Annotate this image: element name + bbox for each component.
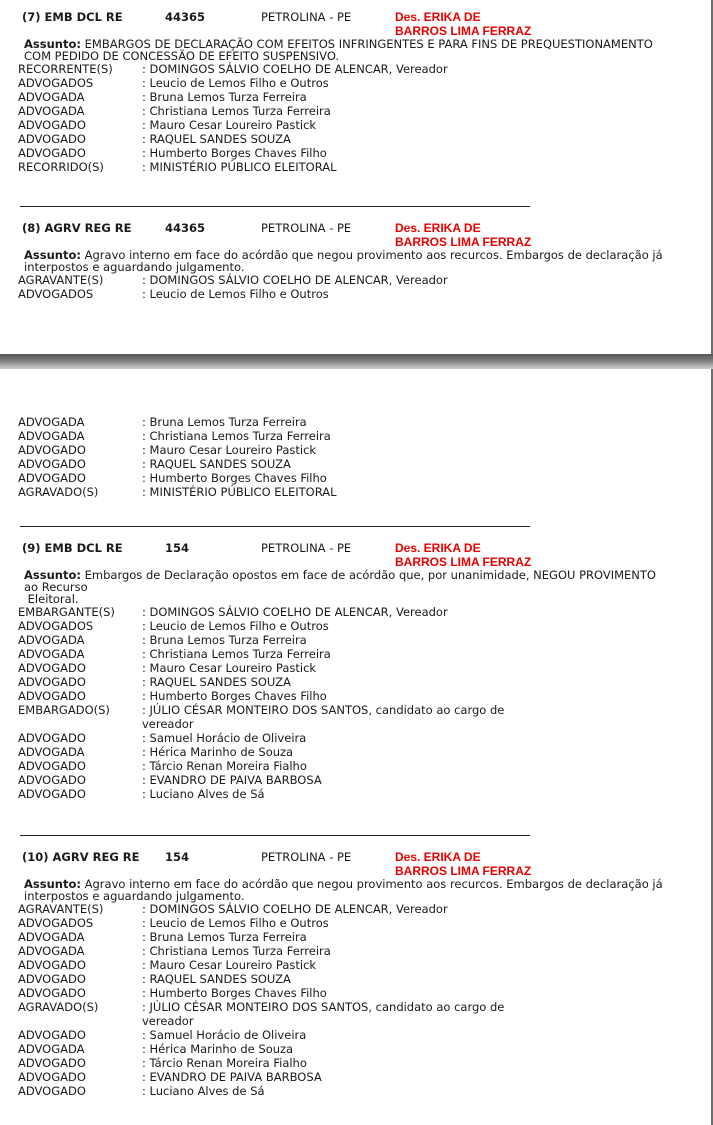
party-row — [0, 146, 711, 160]
case-entry-7 — [0, 10, 711, 174]
party-role: ADVOGADA — [18, 647, 85, 661]
party-role: ADVOGADO — [18, 759, 86, 773]
party-role: ADVOGADO — [18, 146, 86, 160]
party-list — [0, 902, 711, 1098]
relator-line: BARROS LIMA FERRAZ — [395, 235, 532, 249]
subject-text: Eleitoral. — [24, 592, 79, 606]
party-name: : JÚLIO CÉSAR MONTEIRO DOS SANTOS, candidato ao cargo de vereador — [142, 1000, 505, 1028]
party-name: : Bruna Lemos Turza Ferreira — [142, 90, 307, 104]
relator-line: Des. ERIKA DE — [395, 850, 481, 864]
party-role: ADVOGADOS — [18, 287, 94, 301]
party-name: : Samuel Horácio de Oliveira — [142, 731, 307, 745]
case-relator — [395, 221, 531, 249]
party-role: ADVOGADO — [18, 118, 86, 132]
case-subject — [24, 38, 681, 62]
party-row — [0, 647, 711, 661]
party-row — [0, 944, 711, 958]
party-row — [0, 902, 711, 916]
party-name: : EVANDRO DE PAIVA BARBOSA — [142, 773, 322, 787]
subject-text: Agravo interno em face do acórdão que negou provimento aos recurcos. Embargos de declaração já interpostos e aguardando julgamento. — [24, 877, 663, 903]
case-relator — [395, 850, 531, 878]
party-role: ADVOGADA — [18, 429, 85, 443]
party-row — [0, 661, 711, 675]
party-row — [0, 1000, 711, 1028]
party-row — [0, 471, 711, 485]
party-name: : Christiana Lemos Turza Ferreira — [142, 429, 331, 443]
party-row — [0, 773, 711, 787]
case-city: PETROLINA - PE — [261, 221, 352, 235]
party-row — [0, 118, 711, 132]
party-name: : DOMINGOS SÁLVIO COELHO DE ALENCAR, Vereador — [142, 273, 448, 287]
party-name: : RAQUEL SANDES SOUZA — [142, 457, 291, 471]
case-separator — [20, 206, 530, 207]
party-role: RECORRIDO(S) — [18, 160, 104, 174]
party-role: ADVOGADO — [18, 689, 86, 703]
party-row — [0, 1070, 711, 1084]
party-role: EMBARGADO(S) — [18, 703, 110, 717]
party-role: ADVOGADO — [18, 972, 86, 986]
party-name: : MINISTÉRIO PÚBLICO ELEITORAL — [142, 485, 337, 499]
case-subject — [24, 249, 681, 273]
party-role: ADVOGADO — [18, 471, 86, 485]
party-role: ADVOGADA — [18, 1042, 85, 1056]
party-role: ADVOGADOS — [18, 76, 94, 90]
party-name: : RAQUEL SANDES SOUZA — [142, 132, 291, 146]
party-role: ADVOGADO — [18, 443, 86, 457]
party-name: : Humberto Borges Chaves Filho — [142, 986, 327, 1000]
party-role: ADVOGADA — [18, 930, 85, 944]
party-row — [0, 787, 711, 801]
document-page-2 — [0, 369, 713, 1125]
party-role: ADVOGADA — [18, 745, 85, 759]
party-row — [0, 633, 711, 647]
party-name: : DOMINGOS SÁLVIO COELHO DE ALENCAR, Vereador — [142, 62, 448, 76]
party-name: : DOMINGOS SÁLVIO COELHO DE ALENCAR, Vereador — [142, 605, 448, 619]
party-list — [0, 415, 711, 499]
case-separator — [20, 526, 530, 527]
party-list — [0, 605, 711, 801]
subject-text: Embargos de Declaração opostos em face de acórdão que, por unanimidade, NEGOU PROVIMENTO — [84, 568, 656, 582]
case-subject — [24, 878, 681, 902]
party-list — [0, 62, 711, 174]
relator-line: Des. ERIKA DE — [395, 221, 481, 235]
case-subject — [24, 569, 681, 605]
party-name: : Luciano Alves de Sá — [142, 1084, 265, 1098]
case-code: (8) AGRV REG RE — [22, 221, 132, 235]
party-name: : Leucio de Lemos Filho e Outros — [142, 619, 329, 633]
party-name: : Leucio de Lemos Filho e Outros — [142, 76, 329, 90]
case-header — [0, 221, 711, 249]
party-row — [0, 675, 711, 689]
party-name: : Bruna Lemos Turza Ferreira — [142, 415, 307, 429]
party-row — [0, 485, 711, 499]
party-role: ADVOGADO — [18, 986, 86, 1000]
party-role: ADVOGADO — [18, 958, 86, 972]
party-role: ADVOGADOS — [18, 916, 94, 930]
party-row — [0, 731, 711, 745]
case-number: 44365 — [165, 221, 206, 235]
party-name: : Samuel Horácio de Oliveira — [142, 1028, 307, 1042]
party-role: AGRAVANTE(S) — [18, 273, 104, 287]
party-row — [0, 287, 711, 301]
party-name: : Tárcio Renan Moreira Fialho — [142, 759, 307, 773]
relator-line: BARROS LIMA FERRAZ — [395, 864, 532, 878]
party-role: ADVOGADO — [18, 787, 86, 801]
party-role: AGRAVANTE(S) — [18, 902, 104, 916]
party-name: : Mauro Cesar Loureiro Pastick — [142, 661, 317, 675]
party-row — [0, 90, 711, 104]
party-role: ADVOGADO — [18, 773, 86, 787]
case-header — [0, 541, 711, 569]
party-row — [0, 443, 711, 457]
party-role: ADVOGADO — [18, 132, 86, 146]
party-row — [0, 972, 711, 986]
subject-label: Assunto: — [24, 248, 81, 262]
party-role: ADVOGADA — [18, 104, 85, 118]
party-role: ADVOGADA — [18, 944, 85, 958]
page-gap — [0, 354, 713, 369]
party-role: ADVOGADO — [18, 1056, 86, 1070]
case-number: 44365 — [165, 10, 206, 24]
party-role: ADVOGADOS — [18, 619, 94, 633]
party-name: : Luciano Alves de Sá — [142, 787, 265, 801]
case-header — [0, 850, 711, 878]
party-row — [0, 429, 711, 443]
subject-text: EMBARGOS DE DECLARAÇÃO COM EFEITOS INFRINGENTES E PARA FINS DE PREQUESTIONAMENTO COM PEDIDO DE CONCESSÃO DE EFEITO SUSPENSIVO. — [24, 37, 653, 63]
party-role: ADVOGADO — [18, 1084, 86, 1098]
case-city: PETROLINA - PE — [261, 850, 352, 864]
party-row — [0, 160, 711, 174]
party-name: : Humberto Borges Chaves Filho — [142, 689, 327, 703]
party-row — [0, 273, 711, 287]
party-role: ADVOGADO — [18, 675, 86, 689]
party-name: : Hérica Marinho de Souza — [142, 745, 294, 759]
case-entry-10 — [0, 850, 711, 1098]
party-name: : Mauro Cesar Loureiro Pastick — [142, 958, 317, 972]
party-row — [0, 415, 711, 429]
case-header — [0, 10, 711, 38]
party-role: RECORRENTE(S) — [18, 62, 113, 76]
case-code: (7) EMB DCL RE — [22, 10, 123, 24]
party-row — [0, 605, 711, 619]
party-row — [0, 1042, 711, 1056]
party-role: ADVOGADO — [18, 731, 86, 745]
party-name: : Hérica Marinho de Souza — [142, 1042, 294, 1056]
case-separator — [20, 835, 530, 836]
party-row — [0, 104, 711, 118]
party-name: : Leucio de Lemos Filho e Outros — [142, 287, 329, 301]
party-name: : Mauro Cesar Loureiro Pastick — [142, 443, 317, 457]
party-name: : Christiana Lemos Turza Ferreira — [142, 104, 331, 118]
party-role: ADVOGADA — [18, 633, 85, 647]
document-page-1 — [0, 0, 713, 354]
case-code: (9) EMB DCL RE — [22, 541, 123, 555]
party-row — [0, 457, 711, 471]
subject-text: Agravo interno em face do acórdão que negou provimento aos recurcos. Embargos de declaração já interpostos e aguardando julgamento. — [24, 248, 663, 274]
party-name: : RAQUEL SANDES SOUZA — [142, 675, 291, 689]
party-name: : MINISTÉRIO PÚBLICO ELEITORAL — [142, 160, 337, 174]
party-row — [0, 132, 711, 146]
subject-text: ao Recurso — [24, 580, 88, 594]
party-role: ADVOGADO — [18, 661, 86, 675]
party-name: : Tárcio Renan Moreira Fialho — [142, 1056, 307, 1070]
party-name: : Mauro Cesar Loureiro Pastick — [142, 118, 317, 132]
party-name: : RAQUEL SANDES SOUZA — [142, 972, 291, 986]
party-row — [0, 689, 711, 703]
case-code: (10) AGRV REG RE — [22, 850, 140, 864]
relator-line: BARROS LIMA FERRAZ — [395, 555, 532, 569]
case-city: PETROLINA - PE — [261, 10, 352, 24]
case-entry-9 — [0, 541, 711, 801]
subject-label: Assunto: — [24, 877, 81, 891]
party-name: : Bruna Lemos Turza Ferreira — [142, 633, 307, 647]
party-role: AGRAVADO(S) — [18, 485, 99, 499]
party-role: ADVOGADO — [18, 1028, 86, 1042]
case-number: 154 — [165, 850, 190, 864]
party-role: ADVOGADO — [18, 457, 86, 471]
party-row — [0, 1028, 711, 1042]
party-name: : Christiana Lemos Turza Ferreira — [142, 944, 331, 958]
subject-label: Assunto: — [24, 37, 81, 51]
party-row — [0, 703, 711, 731]
party-row — [0, 930, 711, 944]
case-number: 154 — [165, 541, 190, 555]
party-role: ADVOGADA — [18, 415, 85, 429]
party-name: : EVANDRO DE PAIVA BARBOSA — [142, 1070, 322, 1084]
case-entry-8-continued — [0, 415, 711, 499]
party-list — [0, 273, 711, 301]
party-row — [0, 958, 711, 972]
relator-line: Des. ERIKA DE — [395, 541, 481, 555]
party-name: : DOMINGOS SÁLVIO COELHO DE ALENCAR, Vereador — [142, 902, 448, 916]
party-role: ADVOGADO — [18, 1070, 86, 1084]
relator-line: BARROS LIMA FERRAZ — [395, 24, 532, 38]
relator-line: Des. ERIKA DE — [395, 10, 481, 24]
party-row — [0, 986, 711, 1000]
party-name: : Leucio de Lemos Filho e Outros — [142, 916, 329, 930]
party-row — [0, 916, 711, 930]
party-name: : JÚLIO CÉSAR MONTEIRO DOS SANTOS, candidato ao cargo de vereador — [142, 703, 505, 731]
party-row — [0, 76, 711, 90]
case-city: PETROLINA - PE — [261, 541, 352, 555]
party-name: : Christiana Lemos Turza Ferreira — [142, 647, 331, 661]
party-row — [0, 759, 711, 773]
subject-label: Assunto: — [24, 568, 81, 582]
party-role: AGRAVADO(S) — [18, 1000, 99, 1014]
party-row — [0, 619, 711, 633]
party-row — [0, 1056, 711, 1070]
party-row — [0, 62, 711, 76]
party-name: : Bruna Lemos Turza Ferreira — [142, 930, 307, 944]
party-name: : Humberto Borges Chaves Filho — [142, 146, 327, 160]
party-row — [0, 745, 711, 759]
party-role: EMBARGANTE(S) — [18, 605, 115, 619]
case-relator — [395, 10, 531, 38]
case-relator — [395, 541, 531, 569]
party-role: ADVOGADA — [18, 90, 85, 104]
party-name: : Humberto Borges Chaves Filho — [142, 471, 327, 485]
party-row — [0, 1084, 711, 1098]
case-entry-8 — [0, 221, 711, 301]
